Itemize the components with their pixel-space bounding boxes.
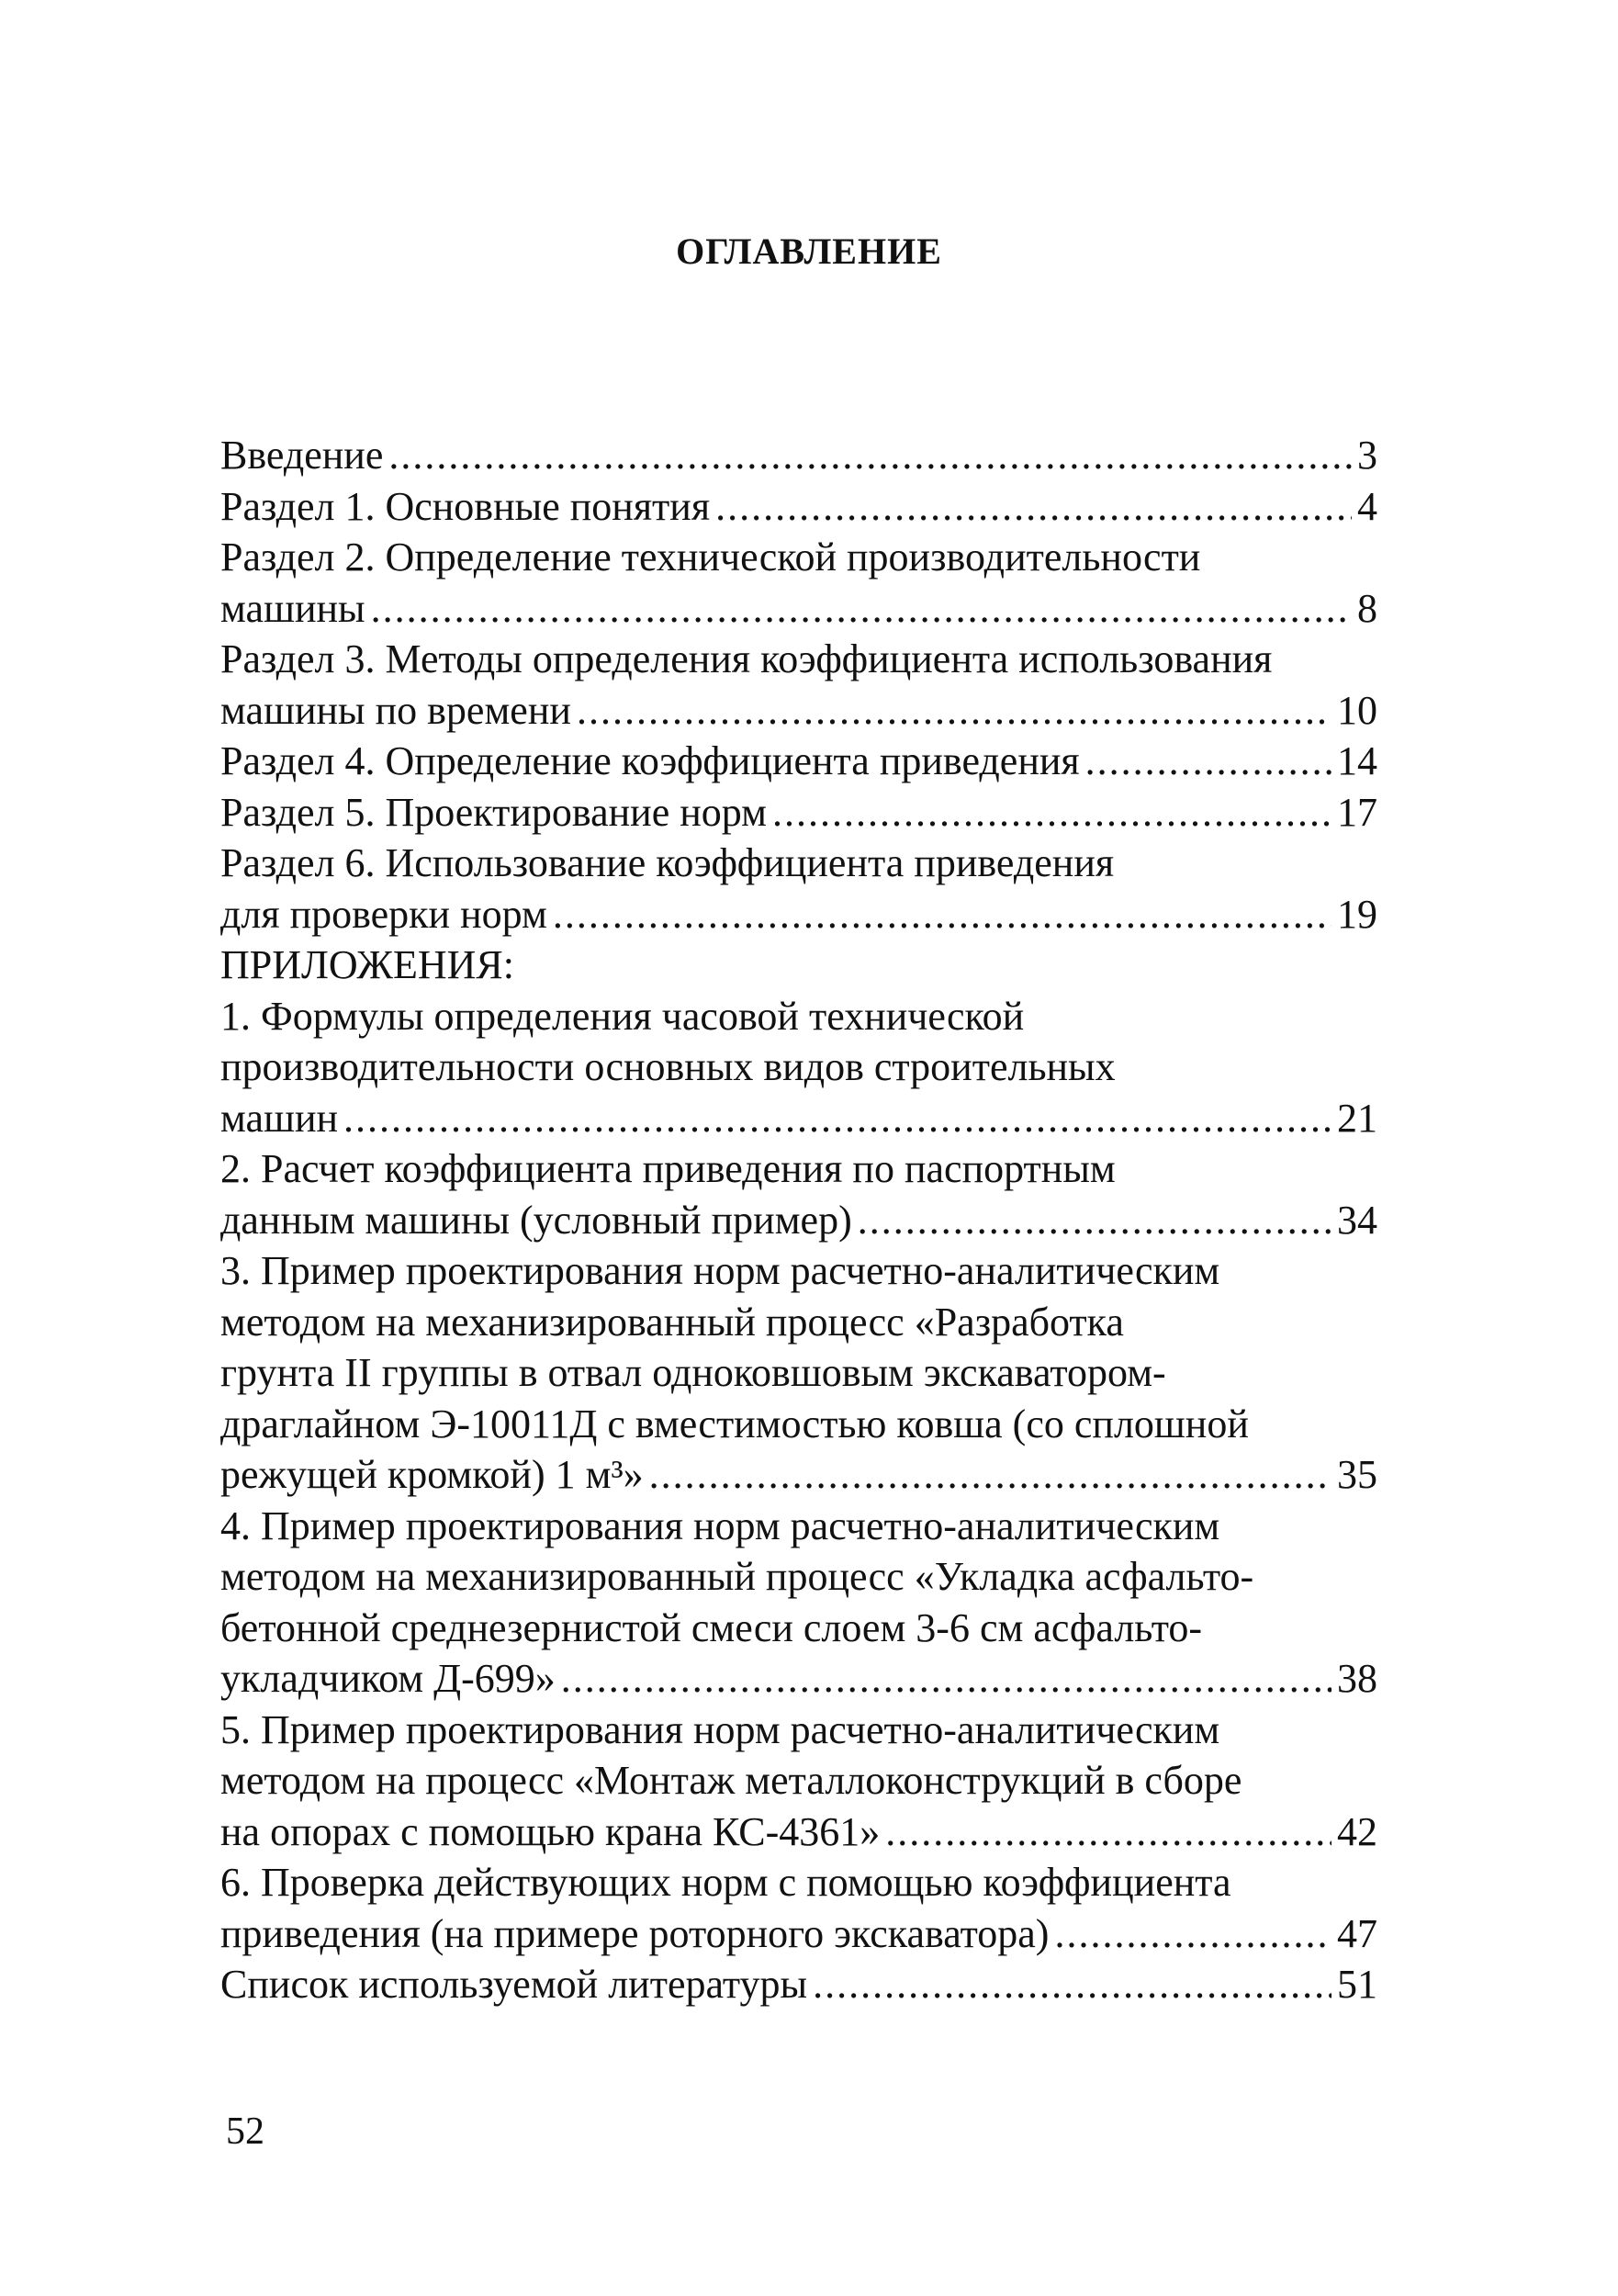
toc-entry-text: Раздел 3. Методы определения коэффициента использования <box>220 636 1273 681</box>
toc-entry-page: 3 <box>1357 433 1377 478</box>
toc-entry-text: методом на процесс «Монтаж металлоконструкций в сборе <box>220 1758 1242 1803</box>
toc-line <box>220 940 1377 991</box>
toc-entry-text: драглайном Э-10011Д с вместимостью ковша (со сплошной <box>220 1401 1249 1446</box>
toc-line <box>220 1603 1377 1654</box>
toc-line <box>220 1705 1377 1756</box>
toc-entry-text: методом на механизированный процесс «Укладка асфальто- <box>220 1554 1254 1599</box>
toc-line <box>220 1959 1377 2010</box>
toc-line <box>220 1143 1377 1195</box>
toc-entry-page: 8 <box>1357 585 1377 631</box>
dot-leader <box>561 1653 1331 1705</box>
toc-entry-text: на опорах с помощью крана КС-4361» <box>220 1808 881 1854</box>
dot-leader <box>388 430 1352 481</box>
toc-line <box>220 1195 1377 1246</box>
toc-entry-text: производительности основных видов строительных <box>220 1044 1116 1089</box>
toc-entry-text: Введение <box>220 433 384 478</box>
dot-leader <box>772 787 1331 838</box>
toc-line <box>220 1449 1377 1501</box>
toc-entry-text: Раздел 6. Использование коэффициента приведения <box>220 840 1115 885</box>
dot-leader <box>858 1195 1331 1246</box>
toc-entry-page: 51 <box>1337 1962 1377 2007</box>
toc-entry-text: машины по времени <box>220 687 571 733</box>
toc-line <box>220 634 1377 685</box>
toc-line <box>220 532 1377 583</box>
toc-entry-text: бетонной среднезернистой смеси слоем 3-6 см асфальто- <box>220 1604 1202 1650</box>
toc-entry-text: приведения (на примере роторного экскаватора) <box>220 1910 1050 1956</box>
toc-line <box>220 1653 1377 1705</box>
toc-line <box>220 1245 1377 1297</box>
toc-line <box>220 1347 1377 1399</box>
toc-entry-page: 4 <box>1357 483 1377 529</box>
toc-line <box>220 583 1377 635</box>
page-number: 52 <box>226 2110 264 2153</box>
toc-entry-text: грунта II группы в отвал одноковшовым экскаватором- <box>220 1350 1166 1395</box>
toc-line <box>220 685 1377 737</box>
toc-line <box>220 736 1377 787</box>
page-title: ОГЛАВЛЕНИЕ <box>676 231 942 272</box>
toc-line <box>220 991 1377 1042</box>
table-of-contents <box>220 430 1377 2010</box>
dot-leader <box>1054 1908 1331 1960</box>
toc-entry-text: Раздел 4. Определение коэффициента приведения <box>220 738 1080 783</box>
toc-entry-page: 10 <box>1337 687 1377 733</box>
toc-entry-page: 47 <box>1337 1910 1377 1956</box>
dot-leader <box>1085 736 1331 787</box>
dot-leader <box>813 1959 1331 2010</box>
toc-entry-page: 38 <box>1337 1656 1377 1701</box>
toc-entry-text: данным машины (условный пример) <box>220 1197 852 1243</box>
toc-entry-text: Раздел 2. Определение технической производительности <box>220 535 1201 580</box>
toc-line <box>220 1501 1377 1552</box>
toc-line <box>220 1806 1377 1858</box>
toc-entry-text: 5. Пример проектирования норм расчетно-аналитическим <box>220 1706 1220 1752</box>
toc-line <box>220 1399 1377 1450</box>
dot-leader <box>715 481 1352 533</box>
toc-line <box>220 838 1377 889</box>
toc-entry-text: Список используемой литературы <box>220 1962 808 2007</box>
toc-entry-text: 3. Пример проектирования норм расчетно-аналитическим <box>220 1248 1220 1293</box>
toc-entry-page: 14 <box>1337 738 1377 783</box>
dot-leader <box>343 1093 1331 1144</box>
toc-line <box>220 481 1377 533</box>
toc-line <box>220 1551 1377 1603</box>
toc-line <box>220 1857 1377 1908</box>
toc-entry-page: 19 <box>1337 891 1377 937</box>
toc-line <box>220 1297 1377 1348</box>
toc-line <box>220 787 1377 838</box>
toc-entry-page: 21 <box>1337 1095 1377 1141</box>
dot-leader <box>649 1449 1331 1501</box>
toc-entry-page: 42 <box>1337 1808 1377 1854</box>
toc-entry-text: 2. Расчет коэффициента приведения по паспортным <box>220 1146 1116 1191</box>
toc-entry-text: для проверки норм <box>220 891 547 937</box>
toc-line <box>220 1755 1377 1806</box>
toc-entry-text: Раздел 1. Основные понятия <box>220 483 711 529</box>
toc-line <box>220 1041 1377 1093</box>
toc-entry-text: укладчиком Д-699» <box>220 1656 556 1701</box>
toc-entry-page: 17 <box>1337 789 1377 835</box>
toc-line <box>220 1093 1377 1144</box>
toc-line <box>220 889 1377 940</box>
dot-leader <box>371 583 1352 635</box>
toc-entry-text: машин <box>220 1095 339 1141</box>
toc-line <box>220 1908 1377 1960</box>
appendices-heading: ПРИЛОЖЕНИЯ: <box>220 942 514 987</box>
toc-entry-text: режущей кромкой) 1 м³» <box>220 1452 644 1497</box>
dot-leader <box>577 685 1331 737</box>
dot-leader <box>885 1806 1331 1858</box>
toc-entry-text: 1. Формулы определения часовой технической <box>220 993 1025 1039</box>
toc-entry-text: машины <box>220 585 365 631</box>
toc-entry-page: 34 <box>1337 1197 1377 1243</box>
dot-leader <box>553 889 1331 940</box>
toc-entry-text: методом на механизированный процесс «Разработка <box>220 1299 1124 1345</box>
toc-entry-page: 35 <box>1337 1452 1377 1497</box>
toc-entry-text: Раздел 5. Проектирование норм <box>220 789 767 835</box>
toc-entry-text: 6. Проверка действующих норм с помощью коэффициента <box>220 1860 1231 1905</box>
toc-entry-text: 4. Пример проектирования норм расчетно-аналитическим <box>220 1503 1220 1548</box>
toc-line <box>220 430 1377 481</box>
